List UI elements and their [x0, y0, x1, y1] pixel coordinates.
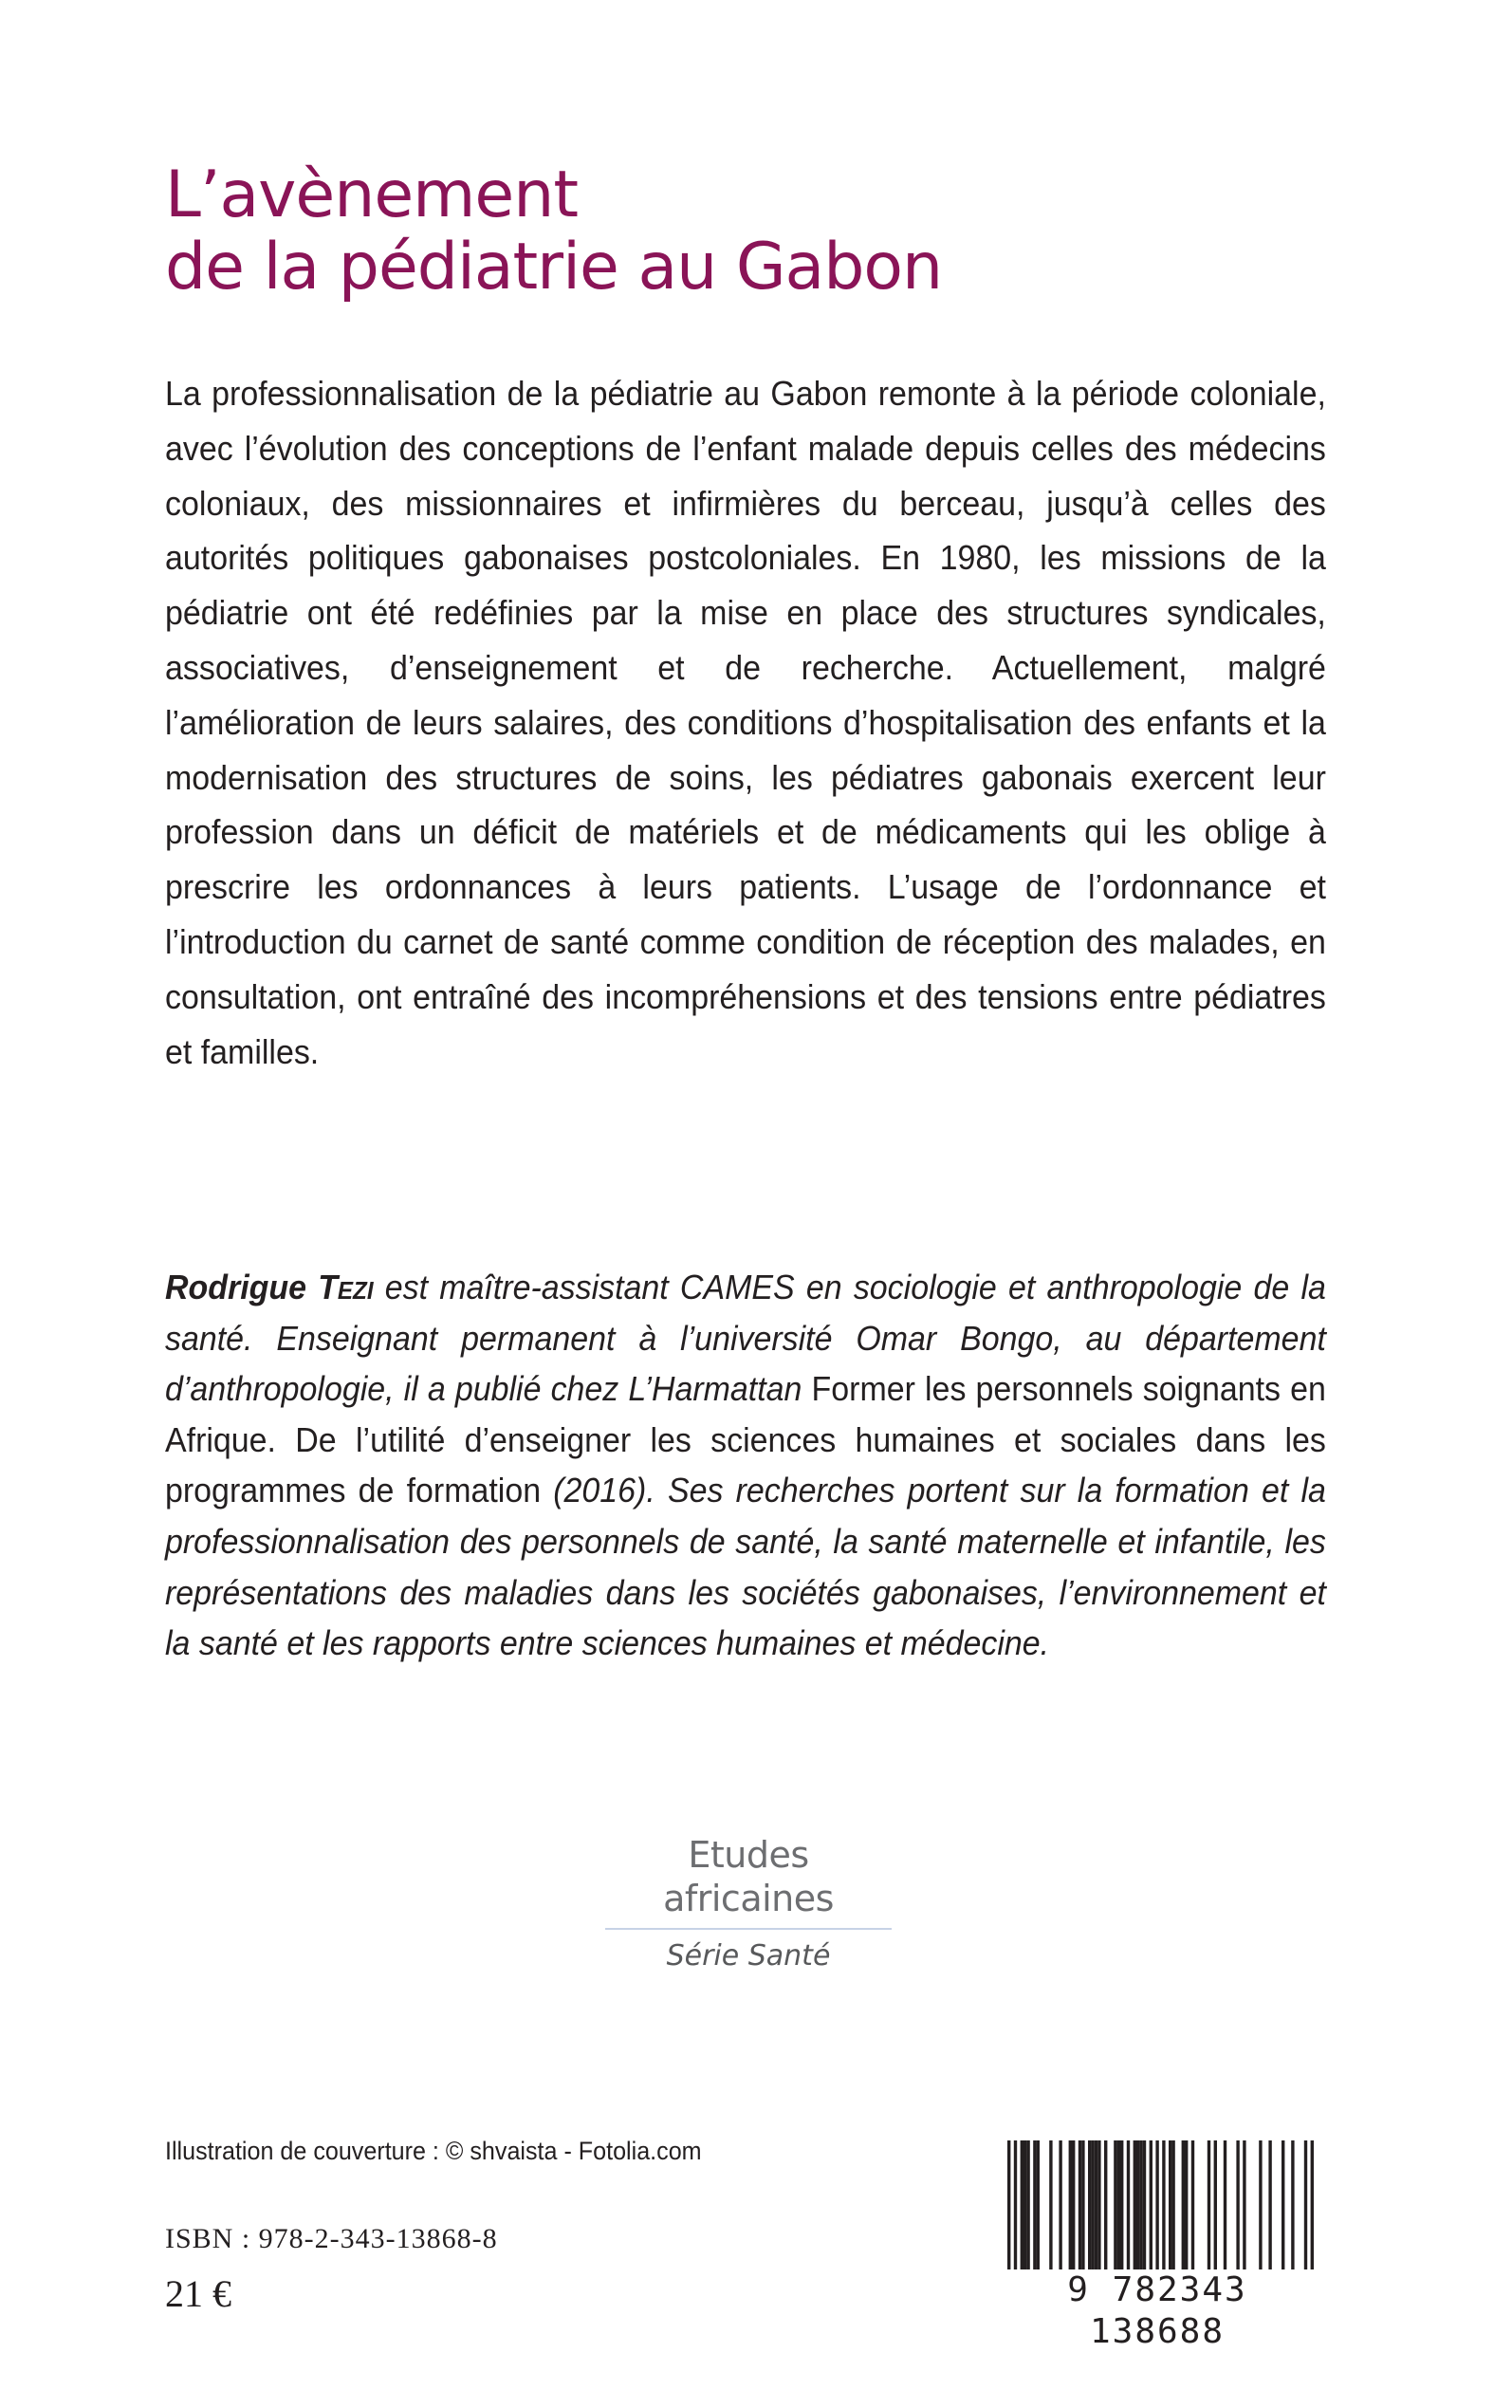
author-bio — [165, 1262, 1326, 1669]
barcode-bar — [1169, 2140, 1171, 2271]
barcode-bar — [1033, 2140, 1036, 2271]
book-title-line-1: L’avènement — [165, 157, 579, 232]
series-divider — [605, 1928, 892, 1930]
barcode-bar — [1104, 2140, 1107, 2271]
bio-text-1: est maître-assistant CAMES en sociologie et anthropologie de la santé. Enseignant permanent à l’université Omar Bongo, au département d’anthropologie, il a publié chez L’Harmattan — [165, 1268, 1326, 1409]
barcode-bar — [1079, 2140, 1081, 2271]
barcode-bar — [1236, 2140, 1239, 2271]
barcode-bar — [1304, 2140, 1307, 2283]
barcode-bar — [1162, 2140, 1165, 2283]
barcode-bar — [1191, 2140, 1194, 2271]
barcode-bar — [1185, 2140, 1188, 2271]
barcode-digits: 9 782343 138688 — [996, 2269, 1318, 2353]
barcode-bar — [1120, 2140, 1123, 2271]
barcode-bars — [996, 2140, 1318, 2283]
barcode-bar — [1139, 2140, 1142, 2271]
price: 21 € — [165, 2272, 231, 2315]
barcode-bar — [1171, 2140, 1174, 2271]
barcode-bar — [1007, 2140, 1010, 2283]
barcode-bar — [1026, 2140, 1029, 2271]
barcode-bar — [1208, 2140, 1210, 2271]
barcode — [996, 2140, 1318, 2351]
barcode-bar — [1243, 2140, 1245, 2271]
barcode-bar — [1037, 2140, 1040, 2271]
barcode-bar — [1059, 2140, 1061, 2271]
series-subtitle: Série Santé — [666, 1939, 831, 1973]
bio-book-title: Former les personnels soignants en Afrique. De l’utilité d’enseigner les sciences humaines et sociales dans les programmes de formation — [165, 1369, 1326, 1510]
barcode-bar — [1095, 2140, 1097, 2271]
bio-text-2: (2016). Ses recherches portent sur la formation et la professionnalisation des personnels de santé, la santé maternelle et infantile, les représentations des maladies dans les sociétés gabonaises, l’environnement et la santé et les rapports entre sciences humaines et médecine. — [165, 1471, 1326, 1663]
barcode-bar — [1214, 2140, 1217, 2271]
barcode-bar — [1023, 2140, 1026, 2271]
barcode-bar — [1097, 2140, 1100, 2271]
barcode-bar — [1014, 2140, 1017, 2283]
barcode-bar — [1088, 2140, 1091, 2271]
summary-paragraph: La professionnalisation de la pédiatrie au Gabon remonte à la période coloniale, avec l’évolution des conceptions de l’enfant malade depuis celles des médecins coloniaux, des missionnaires et infirmières du berceau, jusqu’à celles des autorités politiques gabonaises postcoloniales. En 1980, les missions de la pédiatrie ont été redéfinies par la mise en place des structures syndicales, associatives, d’enseignement et de recherche. Actuellement, malgré l’amélioration de leurs salaires, des conditions d’hospitalisation des enfants et la modernisation des structures de soins, les pédiatres gabonais exercent leur profession dans un déficit de matériels et de médicaments qui les oblige à prescrire les ordonnances à leurs patients. L’usage de l’ordonnance et l’introduction du carnet de santé comme condition de réception des malades, en consultation, ont entraîné des incompréhensions et des tensions entre pédiatres et familles. — [165, 374, 1326, 1071]
author-last-name: Tezi — [318, 1268, 374, 1306]
barcode-bar — [1268, 2140, 1271, 2271]
barcode-bar — [1155, 2140, 1158, 2283]
barcode-bar — [1291, 2140, 1294, 2271]
series-name: Etudes africaines — [663, 1834, 834, 1919]
book-title — [165, 159, 1360, 304]
barcode-bar — [1021, 2140, 1023, 2271]
barcode-bar — [1049, 2140, 1052, 2271]
barcode-bar — [1150, 2140, 1152, 2271]
barcode-bar — [1224, 2140, 1226, 2271]
barcode-bar — [1117, 2140, 1120, 2271]
series-block — [601, 1833, 895, 1973]
barcode-bar — [1114, 2140, 1116, 2271]
barcode-bar — [1134, 2140, 1136, 2271]
barcode-bar — [1127, 2140, 1130, 2271]
barcode-bar — [1182, 2140, 1185, 2271]
barcode-bar — [1143, 2140, 1146, 2271]
barcode-bar — [1081, 2140, 1084, 2271]
author-first-name: Rodrigue — [165, 1268, 306, 1306]
barcode-bar — [1069, 2140, 1072, 2271]
barcode-bar — [1091, 2140, 1094, 2271]
barcode-bar — [1072, 2140, 1075, 2271]
book-title-line-2: de la pédiatrie au Gabon — [165, 230, 943, 305]
isbn: ISBN : 978-2-343-13868-8 — [165, 2223, 498, 2254]
cover-illustration-credit: Illustration de couverture : © shvaista - Fotolia.com — [165, 2137, 702, 2165]
barcode-bar — [1282, 2140, 1284, 2271]
barcode-bar — [1136, 2140, 1139, 2271]
barcode-bar — [1311, 2140, 1314, 2283]
barcode-bar — [1259, 2140, 1262, 2271]
